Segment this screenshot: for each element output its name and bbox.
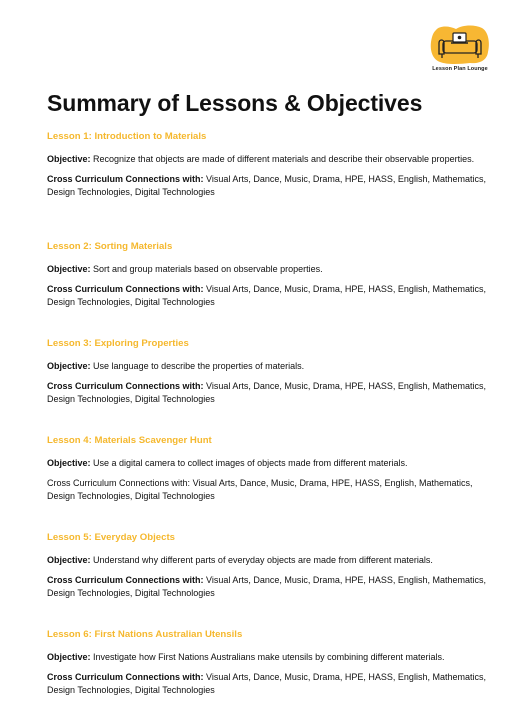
objective-text: Use language to describe the properties of materials.: [93, 361, 305, 371]
objective-text: Sort and group materials based on observable properties.: [93, 264, 323, 274]
connections-text: Visual Arts, Dance, Music, Drama, HPE, HASS, English, Mathematics, Design Technologies, Digital Technologies: [47, 174, 486, 197]
lesson-plan-lounge-logo: [426, 24, 494, 76]
objective-text: Recognize that objects are made of different materials and describe their observable properties.: [93, 154, 475, 164]
objective-text: Use a digital camera to collect images of objects made from different materials.: [93, 458, 408, 468]
lesson-objective: [47, 651, 492, 664]
connections-text: Visual Arts, Dance, Music, Drama, HPE, HASS, English, Mathematics, Design Technologies, Digital Technologies: [47, 672, 486, 695]
lesson-objective: [47, 153, 492, 166]
lesson-connections: [47, 380, 492, 406]
objective-text: Investigate how First Nations Australians make utensils by combining different materials.: [93, 652, 445, 662]
connections-text: Visual Arts, Dance, Music, Drama, HPE, HASS, English, Mathematics, Design Technologies, Digital Technologies: [47, 575, 486, 598]
lesson-heading: Lesson 3: Exploring Properties: [47, 338, 189, 349]
sofa-laptop-icon: [426, 24, 494, 66]
lesson-heading: Lesson 1: Introduction to Materials: [47, 131, 207, 142]
connections-label: Cross Curriculum Connections with:: [47, 575, 204, 585]
lesson-connections: [47, 477, 492, 503]
connections-text: Visual Arts, Dance, Music, Drama, HPE, HASS, English, Mathematics, Design Technologies, Digital Technologies: [47, 381, 486, 404]
lesson-2: [47, 241, 492, 309]
objective-label: Objective:: [47, 555, 91, 565]
objective-text: Understand why different parts of everyday objects are made from different materials.: [93, 555, 433, 565]
lesson-connections: [47, 671, 492, 697]
objective-label: Objective:: [47, 458, 91, 468]
logo-text: Lesson Plan Lounge: [432, 66, 488, 72]
lesson-connections: [47, 173, 492, 199]
lesson-6: [47, 629, 492, 697]
lesson-3: [47, 338, 492, 406]
connections-label: Cross Curriculum Connections with:: [47, 381, 204, 391]
connections-label: Cross Curriculum Connections with:: [47, 174, 204, 184]
lesson-objective: [47, 263, 492, 276]
lesson-1: [47, 131, 492, 199]
objective-label: Objective:: [47, 652, 91, 662]
page-title: Summary of Lessons & Objectives: [47, 90, 423, 116]
lesson-connections: [47, 283, 492, 309]
connections-text: Visual Arts, Dance, Music, Drama, HPE, HASS, English, Mathematics, Design Technologies, Digital Technologies: [47, 478, 473, 501]
connections-label: Cross Curriculum Connections with:: [47, 478, 191, 488]
objective-label: Objective:: [47, 264, 91, 274]
lesson-5: [47, 532, 492, 600]
lesson-connections: [47, 574, 492, 600]
lesson-objective: [47, 360, 492, 373]
objective-label: Objective:: [47, 361, 91, 371]
connections-label: Cross Curriculum Connections with:: [47, 284, 204, 294]
lesson-heading: Lesson 6: First Nations Australian Utensils: [47, 629, 243, 640]
lesson-4: [47, 435, 492, 503]
connections-text: Visual Arts, Dance, Music, Drama, HPE, HASS, English, Mathematics, Design Technologies, Digital Technologies: [47, 284, 486, 307]
lesson-heading: Lesson 4: Materials Scavenger Hunt: [47, 435, 212, 446]
lesson-heading: Lesson 2: Sorting Materials: [47, 241, 173, 252]
connections-label: Cross Curriculum Connections with:: [47, 672, 204, 682]
lesson-objective: [47, 457, 492, 470]
objective-label: Objective:: [47, 154, 91, 164]
lesson-objective: [47, 554, 492, 567]
lesson-heading: Lesson 5: Everyday Objects: [47, 532, 175, 543]
